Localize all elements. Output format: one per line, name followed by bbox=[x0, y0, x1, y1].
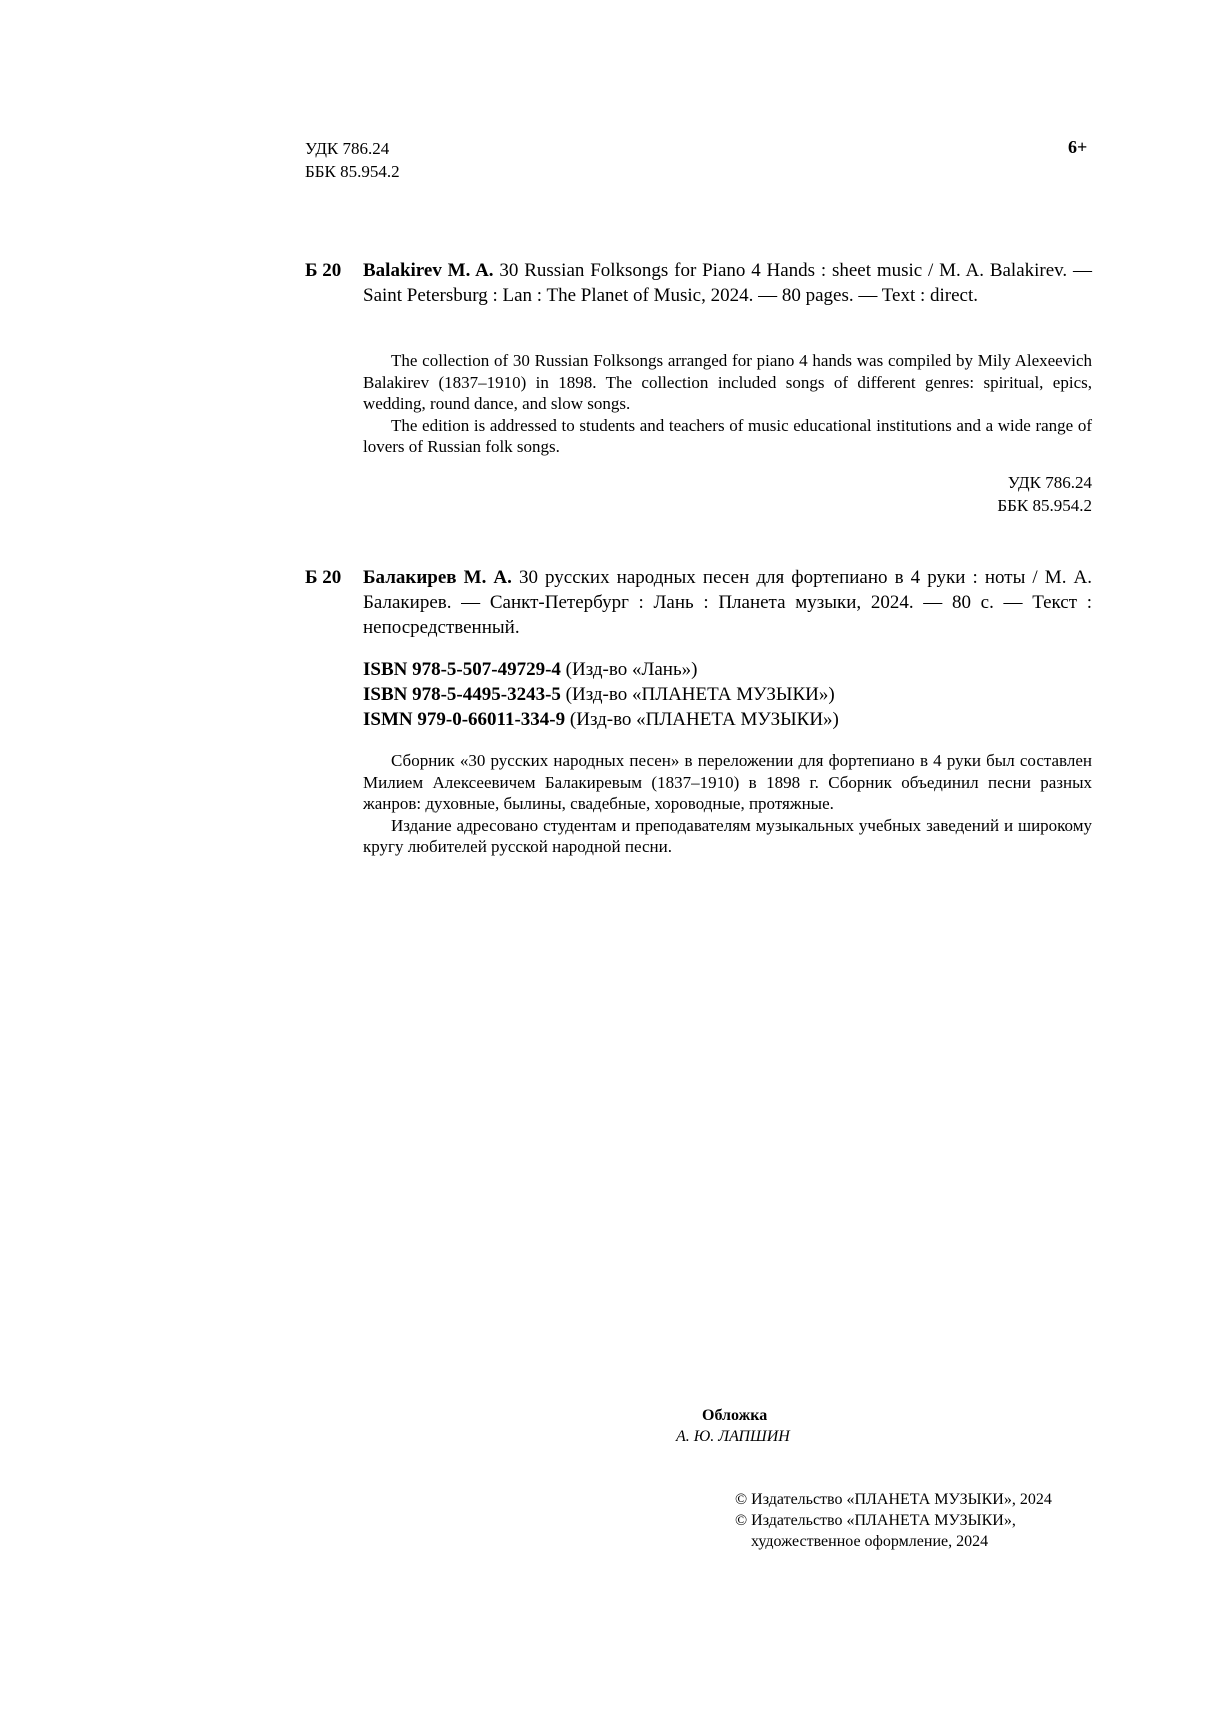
isbn-planet bbox=[363, 682, 839, 707]
bbk-code: ББК 85.954.2 bbox=[305, 162, 400, 181]
entry-description: 30 Russian Folksongs for Piano 4 Hands : sheet music / M. A. Balakirev. — Saint Petersburg : Lan : The Planet of Music, 2024. — 80 pages. — Text : direct. bbox=[363, 260, 1093, 306]
russian-bibliographic-entry bbox=[305, 565, 1092, 640]
cover-credit bbox=[640, 1405, 790, 1447]
age-rating: 6+ bbox=[1068, 137, 1088, 157]
bbk-code: ББК 85.954.2 bbox=[997, 496, 1092, 515]
entry-body bbox=[363, 565, 1092, 640]
author-mark: Б 20 bbox=[305, 260, 342, 281]
identifier-publisher: (Изд-во «ПЛАНЕТА МУЗЫКИ») bbox=[565, 684, 835, 705]
entry-author: Балакирев М. А. bbox=[363, 567, 512, 588]
annotation-paragraph: Издание адресовано студентам и преподавателям музыкальных учебных заведений и широкому кругу любителей русской народной песни. bbox=[363, 815, 1092, 856]
identifier-publisher: (Изд-во «Лань») bbox=[565, 659, 698, 680]
isbn-lan bbox=[363, 657, 839, 682]
russian-annotation bbox=[363, 750, 1092, 858]
identifier-number: ISMN 979-0-66011-334-9 bbox=[363, 709, 566, 730]
english-bibliographic-entry bbox=[305, 258, 1092, 308]
english-annotation bbox=[363, 350, 1092, 458]
copyright-line: художественное оформление, 2024 bbox=[751, 1533, 989, 1550]
annotation-paragraph: The edition is addressed to students and teachers of music educational institutions and a wide range of lovers of Russian folk songs. bbox=[363, 415, 1092, 456]
cover-title: Обложка bbox=[702, 1407, 768, 1424]
udk-code: УДК 786.24 bbox=[305, 139, 390, 158]
header-classification bbox=[305, 137, 400, 183]
cover-designer: А. Ю. ЛАПШИН bbox=[676, 1428, 790, 1445]
identifier-publisher: (Изд-во «ПЛАНЕТА МУЗЫКИ») bbox=[569, 709, 839, 730]
entry-description: 30 русских народных песен для фортепиано в 4 руки : ноты / М. А. Балакирев. — Санкт-Петербург : Лань : Планета музыки, 2024. — 80 с. — Текст : непосредственный. bbox=[363, 567, 1092, 638]
annotation-paragraph: The collection of 30 Russian Folksongs arranged for piano 4 hands was compiled by Mily Alexeevich Balakirev (1837–1910) in 1898. The collection included songs of different genres: spiritual, epics, wedding, round dance, and slow songs. bbox=[363, 351, 1092, 413]
annotation-paragraph: Сборник «30 русских народных песен» в переложении для фортепиано в 4 руки был составлен Милием Алексеевичем Балакиревым (1837–1910) в 1898 г. Сборник объединил песни разных жанров: духовные, былины, свадебные, хороводные, протяжные. bbox=[363, 751, 1092, 813]
copyright-line: © Издательство «ПЛАНЕТА МУЗЫКИ», 2024 bbox=[735, 1491, 1052, 1508]
english-classification bbox=[900, 471, 1092, 517]
identifier-list bbox=[363, 657, 839, 732]
copyright-line: © Издательство «ПЛАНЕТА МУЗЫКИ», bbox=[735, 1512, 1016, 1529]
ismn-planet bbox=[363, 707, 839, 732]
udk-code: УДК 786.24 bbox=[1007, 473, 1092, 492]
identifier-number: ISBN 978-5-507-49729-4 bbox=[363, 659, 561, 680]
entry-author: Balakirev M. A. bbox=[363, 260, 494, 281]
copyright-block bbox=[735, 1489, 1052, 1552]
entry-body bbox=[363, 258, 1092, 308]
author-mark: Б 20 bbox=[305, 567, 342, 588]
identifier-number: ISBN 978-5-4495-3243-5 bbox=[363, 684, 561, 705]
